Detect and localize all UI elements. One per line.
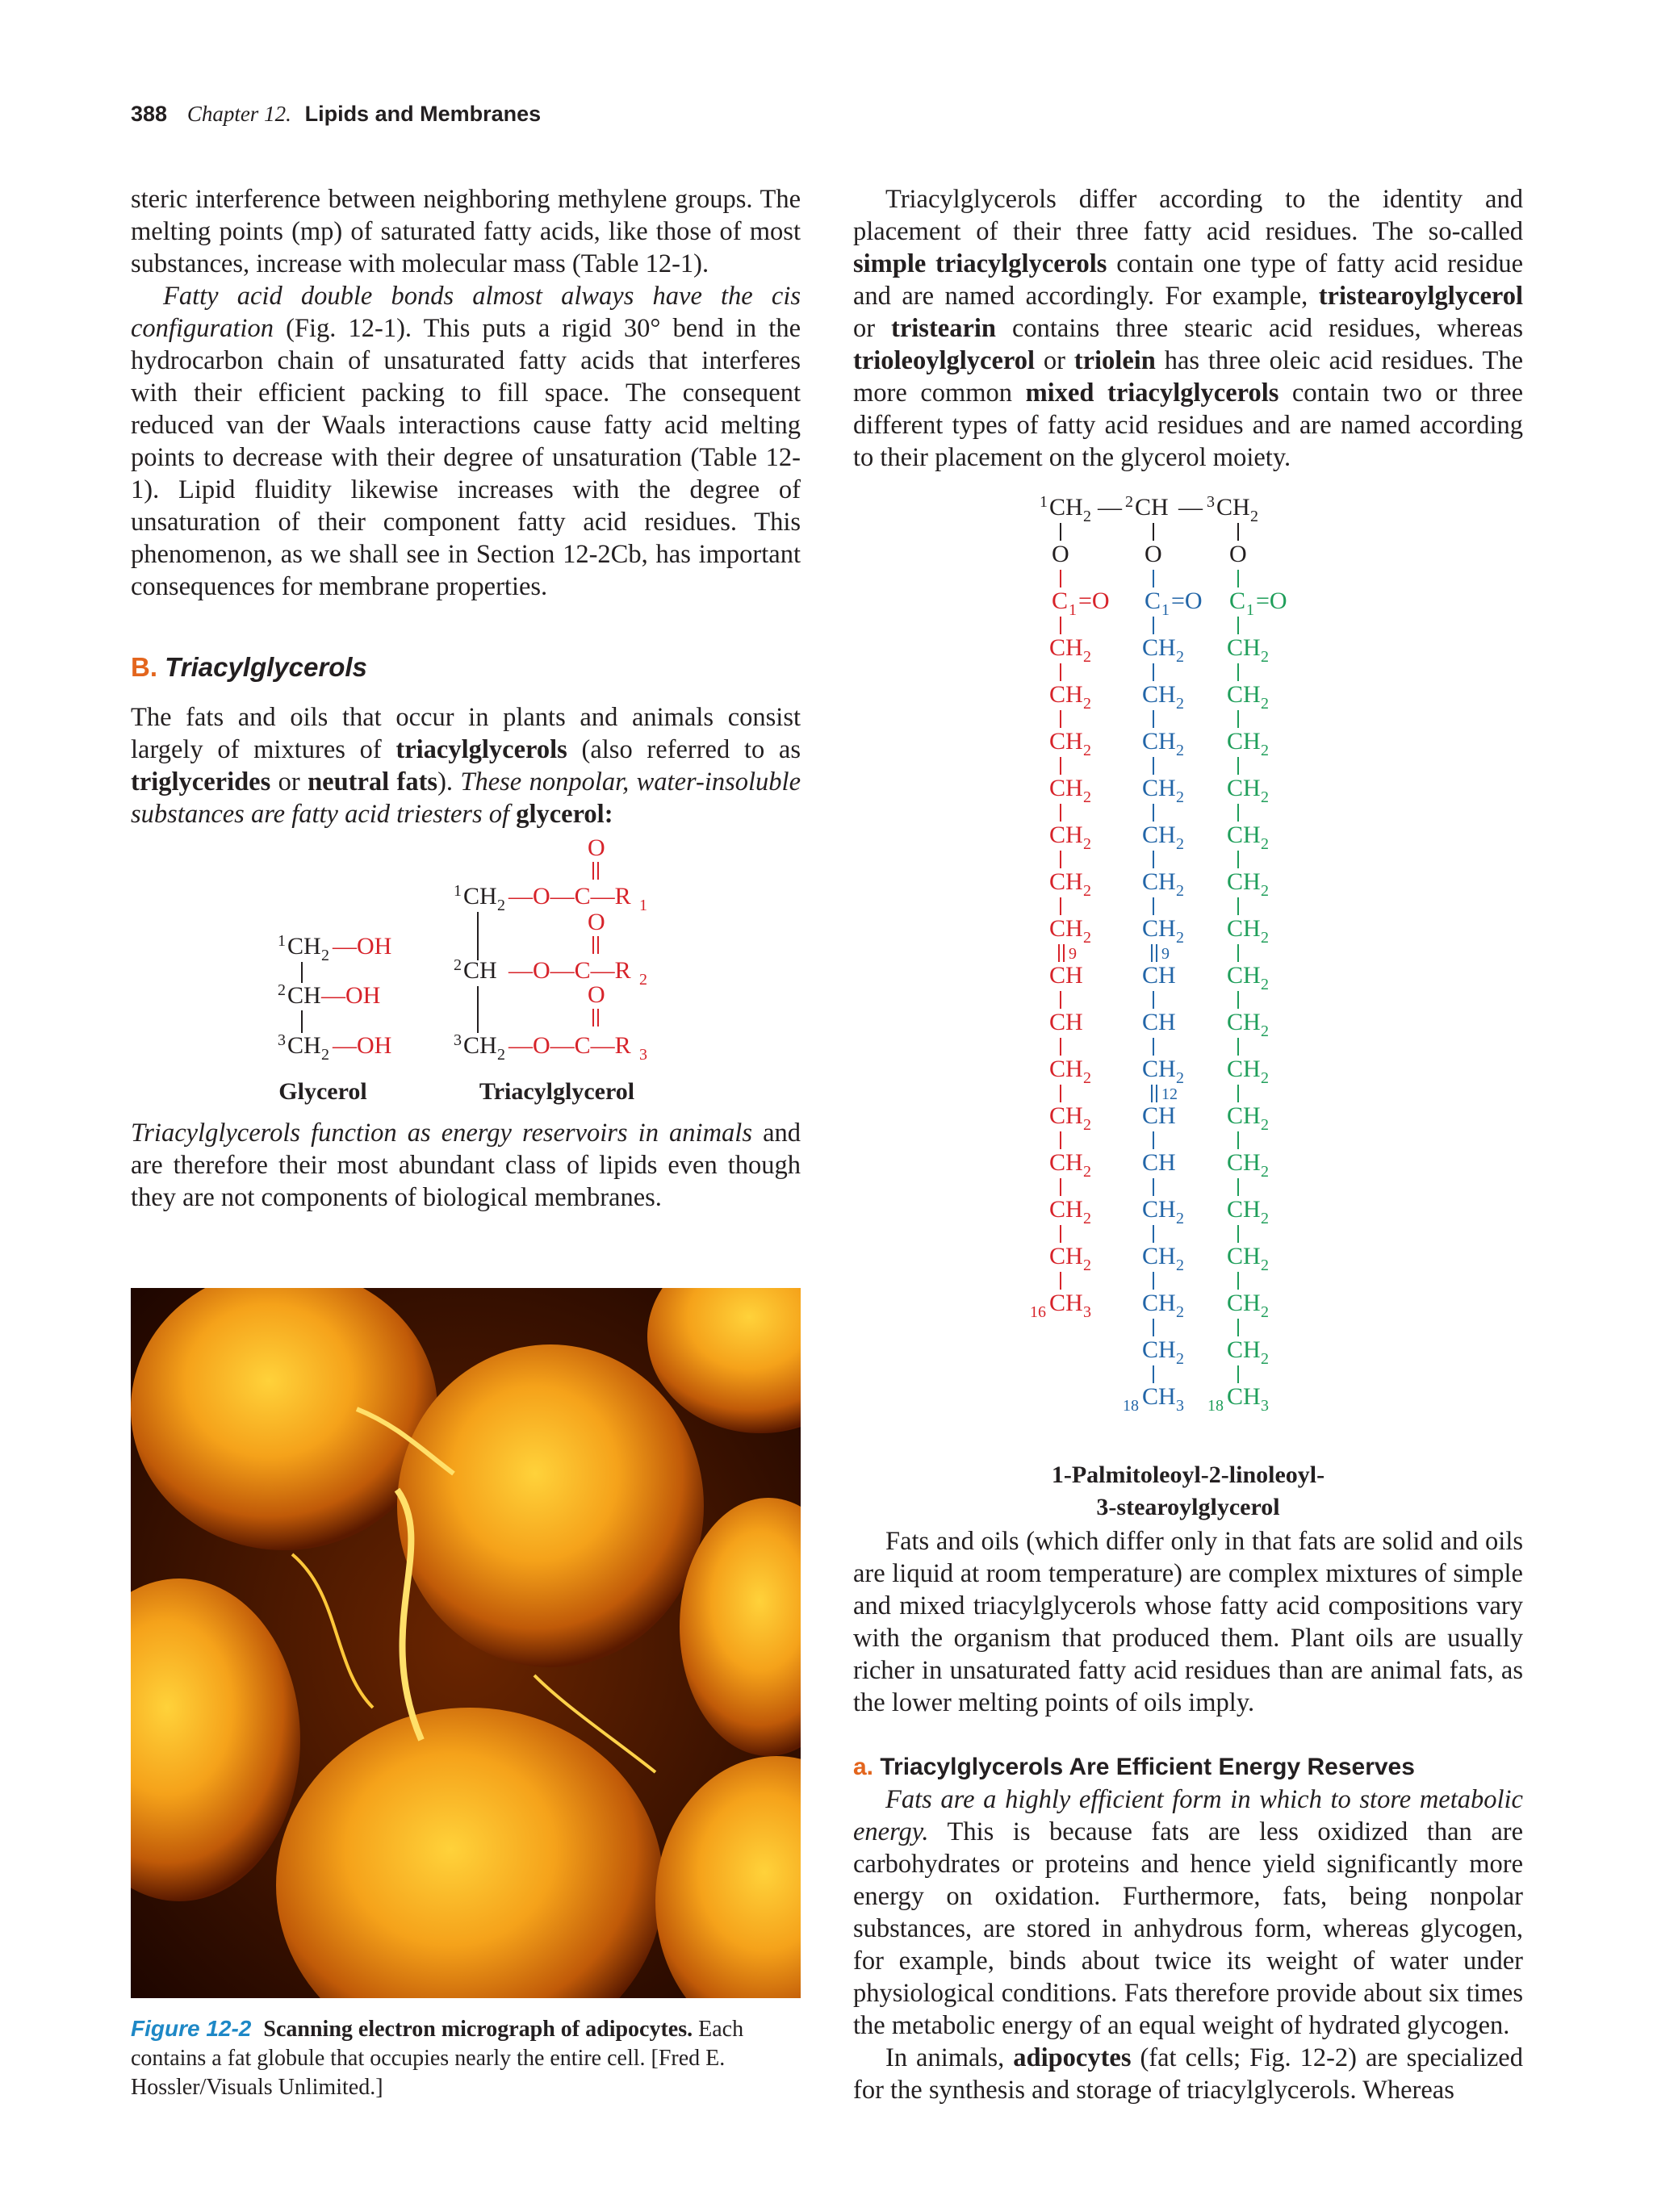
svg-text:CH: CH xyxy=(463,883,497,909)
subscript: 2 xyxy=(1176,1069,1184,1087)
methylene: CH xyxy=(1049,775,1083,801)
methyl: CH xyxy=(1227,1383,1261,1410)
methylene: CH xyxy=(1227,1196,1261,1223)
backbone-carbon: CH xyxy=(1216,494,1250,521)
subscript: 2 xyxy=(1176,1210,1184,1227)
subscript: 2 xyxy=(1261,976,1269,993)
carbonyl-carbon: C xyxy=(1052,587,1069,614)
glycerol-structure xyxy=(278,932,391,1064)
methyl: CH xyxy=(1049,1290,1083,1316)
svg-text:2: 2 xyxy=(454,956,462,974)
chapter-title: Lipids and Membranes xyxy=(304,102,542,126)
subscript: 2 xyxy=(1083,1116,1091,1134)
svg-text:2: 2 xyxy=(497,1046,505,1064)
subscript: 2 xyxy=(1176,1303,1184,1321)
carbonyl-carbon: C xyxy=(1145,587,1161,614)
methine: CH xyxy=(1142,1009,1176,1035)
subsection-heading: a. Triacylglycerols Are Efficient Energy Reserves xyxy=(853,1754,1415,1780)
methine: CH xyxy=(1049,962,1083,989)
ester-oxygen: O xyxy=(1229,541,1247,567)
svg-text:O: O xyxy=(588,909,605,935)
ester-oxygen: O xyxy=(1052,541,1069,567)
methylene: CH xyxy=(1049,728,1083,755)
subscript: 2 xyxy=(1261,648,1269,666)
methylene: CH xyxy=(1049,1102,1083,1129)
methylene: CH xyxy=(1227,915,1261,942)
methylene: CH xyxy=(1142,1243,1176,1269)
subscript: 2 xyxy=(1261,1257,1269,1274)
subscript: 3 xyxy=(1261,1397,1269,1415)
methylene: CH xyxy=(1142,1336,1176,1363)
methylene: CH xyxy=(1142,822,1176,848)
svg-text:CH: CH xyxy=(463,957,497,984)
figure-caption xyxy=(131,2014,801,2102)
locant: 1 xyxy=(1246,601,1254,619)
methylene: CH xyxy=(1142,681,1176,708)
locant: 16 xyxy=(1030,1303,1046,1321)
locant: 3 xyxy=(1207,493,1215,511)
subscript: 2 xyxy=(1261,882,1269,900)
methylene: CH xyxy=(1227,775,1261,801)
methylene: CH xyxy=(1142,915,1176,942)
backbone-carbon: CH xyxy=(1135,494,1169,521)
subscript: 2 xyxy=(1083,835,1091,853)
subscript: 2 xyxy=(1261,835,1269,853)
carbonyl-oxygen: =O xyxy=(1171,587,1203,614)
subscript: 2 xyxy=(1250,508,1258,525)
subscript: 2 xyxy=(1176,882,1184,900)
adipocyte-micrograph xyxy=(131,1288,801,1998)
svg-text:—OH: —OH xyxy=(333,933,392,960)
subscript: 2 xyxy=(1176,1257,1184,1274)
subscript: 2 xyxy=(1176,929,1184,947)
bond: — xyxy=(1098,494,1122,521)
bond: — xyxy=(1178,494,1203,521)
left-column xyxy=(131,183,801,830)
locant: 1 xyxy=(1161,601,1170,619)
subscript: 2 xyxy=(1261,1022,1269,1040)
svg-text:O: O xyxy=(588,834,605,861)
methylene: CH xyxy=(1049,1196,1083,1223)
svg-text:CH: CH xyxy=(287,982,321,1009)
subscript: 2 xyxy=(1083,1163,1091,1181)
methylene: CH xyxy=(1142,1196,1176,1223)
methylene: CH xyxy=(1227,1336,1261,1363)
right-column xyxy=(853,183,1523,474)
subscript: 2 xyxy=(1083,695,1091,713)
methylene: CH xyxy=(1049,915,1083,942)
paragraph-fats-oils: The fats and oils that occur in plants and animals consist largely of mixtures of triacylglycerols (also referred to as triglycerides or neutral fats). These nonpolar, water-insoluble substances are fatty acid triesters of glycerol: xyxy=(131,703,801,829)
svg-text:—OH: —OH xyxy=(321,982,381,1009)
methylene: CH xyxy=(1227,634,1261,661)
methylene: CH xyxy=(1227,1056,1261,1082)
paragraph-cis: Fatty acid double bonds almost always have the cis configuration (Fig. 12-1). This puts a rigid 30° bend in the hydrocarbon chain of unsaturated fatty acids that interferes with their efficient packing to fill space. The consequent reduced van der Waals interactions cause fatty acid melting points to decrease with their degree of unsaturation (Table 12-1). Lipid fluidity likewise increases with the degree of unsaturation of their component fatty acid residues. This phenomenon, as we shall see in Section 12-2Cb, has important consequences for membrane properties. xyxy=(131,282,801,601)
backbone-carbon: CH xyxy=(1049,494,1083,521)
subscript: 2 xyxy=(1176,835,1184,853)
double-bond-locant: 9 xyxy=(1069,945,1077,963)
page-number: 388 xyxy=(131,102,168,126)
subscript: 2 xyxy=(1083,1257,1091,1274)
svg-text:CH: CH xyxy=(463,1032,497,1059)
methylene: CH xyxy=(1227,681,1261,708)
subscript: 2 xyxy=(1176,788,1184,806)
paragraph-adipocytes: In animals, adipocytes (fat cells; Fig. 12-2) are specialized for the synthesis and storage of triacylglycerols. Whereas xyxy=(853,2043,1523,2105)
methylene: CH xyxy=(1049,1243,1083,1269)
svg-text:—O—C—R: —O—C—R xyxy=(508,1032,631,1059)
subscript: 2 xyxy=(1176,1350,1184,1368)
subscript: 2 xyxy=(1176,742,1184,759)
subscript: 2 xyxy=(1261,695,1269,713)
svg-text:2: 2 xyxy=(321,947,329,964)
carbonyl-oxygen: =O xyxy=(1256,587,1287,614)
methylene: CH xyxy=(1227,822,1261,848)
figure-title: Scanning electron micrograph of adipocytes. xyxy=(263,2017,693,2042)
subscript: 3 xyxy=(1083,1303,1091,1321)
triacylglycerol-label: Triacylglycerol xyxy=(479,1078,635,1105)
subscript: 2 xyxy=(1083,1069,1091,1087)
methylene: CH xyxy=(1142,1290,1176,1316)
svg-text:CH: CH xyxy=(287,933,321,960)
methylene: CH xyxy=(1227,1290,1261,1316)
methylene: CH xyxy=(1142,728,1176,755)
subscript: 2 xyxy=(1261,1303,1269,1321)
paragraph-steric: steric interference between neighboring methylene groups. The melting points (mp) of saturated fatty acids, like those of most substances, increase with molecular mass (Table 12-1). xyxy=(131,185,801,278)
svg-text:2: 2 xyxy=(639,971,647,989)
locant: 1 xyxy=(1069,601,1077,619)
methylene: CH xyxy=(1227,868,1261,895)
svg-text:2: 2 xyxy=(278,981,286,999)
methylene: CH xyxy=(1049,1149,1083,1176)
figure-text: Each contains a fat globule that occupies nearly the entire cell. [Fred E. Hossler/Visuals Unlimited.] xyxy=(131,2017,744,2100)
methine: CH xyxy=(1049,1009,1083,1035)
subscript: 2 xyxy=(1261,929,1269,947)
running-header xyxy=(131,102,541,127)
subscript: 2 xyxy=(1261,1210,1269,1227)
mixed-triacylglycerol-structure xyxy=(1025,484,1364,1428)
subscript: 2 xyxy=(1261,1163,1269,1181)
methylene: CH xyxy=(1142,634,1176,661)
paragraph-fats-and-oils: Fats and oils (which differ only in that fats are solid and oils are liquid at room temperature) are complex mixtures of simple and mixed triacylglycerols whose fatty acid compositions vary with the organism that produced them. Plant oils are usually richer in unsaturated fatty acid residues than are animal fats, as the lower melting points of oils imply. xyxy=(853,1527,1523,1717)
svg-text:1: 1 xyxy=(639,897,647,914)
subscript: 2 xyxy=(1261,1116,1269,1134)
subscript: 2 xyxy=(1176,695,1184,713)
methylene: CH xyxy=(1227,962,1261,989)
subscript: 2 xyxy=(1083,648,1091,666)
svg-text:CH: CH xyxy=(287,1032,321,1059)
svg-text:—OH: —OH xyxy=(333,1032,392,1059)
double-bond-locant: 12 xyxy=(1161,1085,1178,1103)
svg-text:O: O xyxy=(588,981,605,1008)
svg-text:2: 2 xyxy=(321,1046,329,1064)
subscript: 3 xyxy=(1176,1397,1184,1415)
paragraph-simple-mixed: Triacylglycerols differ according to the identity and placement of their three fatty acid residues. The so-called simple triacylglycerols contain one type of fatty acid residue and are named accordingly. For example, tristearoylglycerol or tristearin contains three stearic acid residues, whereas trioleoylglycerol or triolein has three oleic acid residues. The more common mixed triacylglycerols contain two or three different types of fatty acid residues and are named according to their placement on the glycerol moiety. xyxy=(853,185,1524,472)
svg-text:—O—C—R: —O—C—R xyxy=(508,957,631,984)
subscript: 2 xyxy=(1083,508,1091,525)
right-column-lower xyxy=(853,1525,1523,2106)
carbonyl-oxygen: =O xyxy=(1078,587,1110,614)
methylene: CH xyxy=(1142,868,1176,895)
subscript: 2 xyxy=(1261,1069,1269,1087)
methylene: CH xyxy=(1227,1149,1261,1176)
methylene: CH xyxy=(1142,1056,1176,1082)
section-heading: B. Triacylglycerols xyxy=(131,652,367,682)
locant: 18 xyxy=(1123,1397,1139,1415)
subscript: 2 xyxy=(1176,648,1184,666)
methine: CH xyxy=(1142,1102,1176,1129)
glycerol-label: Glycerol xyxy=(278,1078,367,1105)
methine: CH xyxy=(1142,962,1176,989)
methyl: CH xyxy=(1142,1383,1176,1410)
methylene: CH xyxy=(1049,868,1083,895)
locant: 1 xyxy=(1040,493,1048,511)
carbonyl-carbon: C xyxy=(1229,587,1246,614)
methylene: CH xyxy=(1049,1056,1083,1082)
svg-text:1: 1 xyxy=(278,932,286,950)
paragraph-efficient-energy: Fats are a highly efficient form in which to store metabolic energy. This is because fats are less oxidized than are carbohydrates or proteins and hence yield significantly more energy on oxidation. Furthermore, fats, being nonpolar substances, are stored in anhydrous form, whereas glycogen, for example, binds about twice its weight of water under physiological conditions. Fats therefore provide about six times the metabolic energy of an equal weight of hydrated glycogen. xyxy=(853,1785,1523,2040)
chapter-number: Chapter 12. xyxy=(186,102,291,126)
svg-text:—O—C—R: —O—C—R xyxy=(508,883,631,909)
ester-oxygen: O xyxy=(1145,541,1162,567)
subscript: 2 xyxy=(1261,1350,1269,1368)
locant: 2 xyxy=(1125,493,1133,511)
methylene: CH xyxy=(1142,775,1176,801)
micrograph-image xyxy=(131,1288,801,1998)
subscript: 2 xyxy=(1261,788,1269,806)
double-bond-locant: 9 xyxy=(1161,945,1170,963)
subscript: 2 xyxy=(1083,742,1091,759)
methylene: CH xyxy=(1227,1102,1261,1129)
subscript: 2 xyxy=(1083,929,1091,947)
triacylglycerol-structure xyxy=(454,834,647,1064)
methylene: CH xyxy=(1227,1243,1261,1269)
methylene: CH xyxy=(1049,634,1083,661)
structure-name: 1-Palmitoleoyl-2-linoleoyl- 3-stearoylglycerol xyxy=(1051,1461,1325,1520)
methylene: CH xyxy=(1227,1009,1261,1035)
svg-text:3: 3 xyxy=(278,1031,286,1049)
methine: CH xyxy=(1142,1149,1176,1176)
figure-number: Figure 12-2 xyxy=(131,2016,252,2041)
paragraph-energy-reservoirs: Triacylglycerols function as energy reservoirs in animals and are therefore their most abundant class of lipids even though they are not components of biological membranes. xyxy=(131,1119,801,1212)
methylene: CH xyxy=(1049,822,1083,848)
methylene: CH xyxy=(1227,728,1261,755)
svg-text:3: 3 xyxy=(639,1046,647,1064)
svg-text:1: 1 xyxy=(454,882,462,900)
subscript: 2 xyxy=(1083,882,1091,900)
locant: 18 xyxy=(1207,1397,1224,1415)
subscript: 2 xyxy=(1083,1210,1091,1227)
svg-text:2: 2 xyxy=(497,897,505,914)
svg-text:3: 3 xyxy=(454,1031,462,1049)
subscript: 2 xyxy=(1261,742,1269,759)
methylene: CH xyxy=(1049,681,1083,708)
subscript: 2 xyxy=(1083,788,1091,806)
